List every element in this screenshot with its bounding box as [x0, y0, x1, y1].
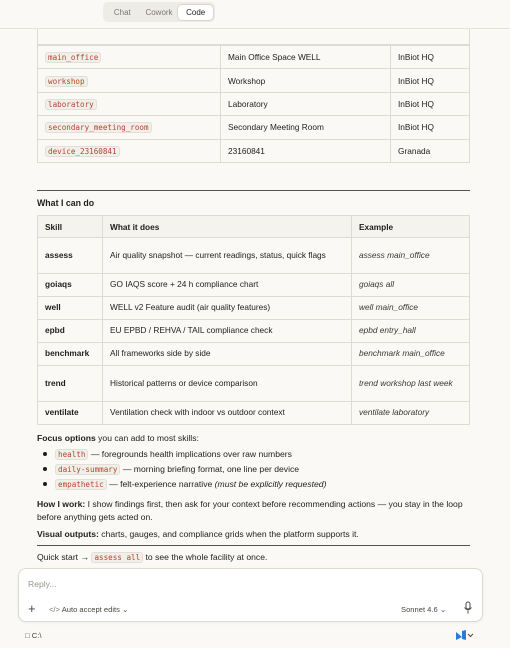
- device-name: Secondary Meeting Room: [221, 116, 391, 139]
- skill-example: trend workshop last week: [352, 366, 470, 402]
- device-id: workshop: [45, 76, 88, 87]
- device-name: Main Office Space WELL: [221, 46, 391, 69]
- skill-example: well main_office: [352, 297, 470, 320]
- chevron-down-icon: ⌄: [439, 605, 447, 614]
- column-header-example: Example: [352, 216, 470, 238]
- mode-switcher: [103, 2, 215, 22]
- divider: [37, 545, 470, 546]
- add-icon[interactable]: +: [28, 601, 36, 616]
- table-row: [38, 139, 470, 162]
- table-row: [38, 297, 470, 320]
- skill-description: All frameworks side by side: [103, 343, 352, 366]
- option-note: (must be explicitly requested): [214, 479, 327, 489]
- conversation-area[interactable]: [0, 28, 510, 568]
- skill-example: assess main_office: [352, 238, 470, 274]
- device-site: InBiot HQ: [391, 92, 470, 115]
- skill-description: Ventilation check with indoor vs outdoor context: [103, 402, 352, 425]
- auto-accept-dropdown[interactable]: [49, 605, 128, 614]
- option-text: — morning briefing format, one line per device: [120, 464, 300, 474]
- list-item: [37, 477, 470, 492]
- how-i-work: [37, 498, 470, 523]
- skill-example: ventilate laboratory: [352, 402, 470, 425]
- visual-label: Visual outputs:: [37, 529, 99, 539]
- table-row: [38, 366, 470, 402]
- option-code: daily-summary: [55, 464, 120, 475]
- mode-tab-chat[interactable]: Chat: [113, 7, 131, 17]
- composer: [18, 568, 483, 622]
- table-row: [38, 238, 470, 274]
- skill-example: goiaqs all: [352, 274, 470, 297]
- path-label: C:\: [31, 631, 42, 640]
- table-row: [38, 92, 470, 115]
- quick-post: to see the whole facility at once.: [143, 552, 268, 562]
- table-row: [38, 46, 470, 69]
- working-directory[interactable]: [25, 631, 41, 640]
- how-label: How I work:: [37, 499, 86, 509]
- skill-name: goiaqs: [38, 274, 103, 297]
- divider: [37, 190, 470, 191]
- list-item: [37, 447, 470, 462]
- device-name: Laboratory: [221, 92, 391, 115]
- model-selector[interactable]: [401, 605, 446, 614]
- skill-name: ventilate: [38, 402, 103, 425]
- mode-tab-code[interactable]: Code: [178, 5, 213, 20]
- list-item: [37, 462, 470, 477]
- skill-description: EU EPBD / REHVA / TAIL compliance check: [103, 320, 352, 343]
- option-text: — felt-experience narrative: [106, 479, 215, 489]
- table-row: [38, 69, 470, 92]
- skill-description: WELL v2 Feature audit (air quality features): [103, 297, 352, 320]
- device-site: InBiot HQ: [391, 46, 470, 69]
- skill-description: Historical patterns or device comparison: [103, 366, 352, 402]
- quick-pre: Quick start →: [37, 552, 92, 562]
- bullet-icon: [43, 452, 47, 456]
- focus-options-list: [37, 447, 470, 492]
- device-name: Workshop: [221, 69, 391, 92]
- how-text: I show findings first, then ask for your context before recommending actions — you stay in the loop before anything gets acted on.: [37, 499, 463, 522]
- table-row: [38, 343, 470, 366]
- device-name: 23160841: [221, 139, 391, 162]
- table-row: [38, 320, 470, 343]
- folder-icon: □: [25, 631, 30, 640]
- skill-name: benchmark: [38, 343, 103, 366]
- device-table: [37, 45, 470, 163]
- auto-accept-label: Auto accept edits: [61, 605, 120, 614]
- skills-table: [37, 215, 470, 425]
- skill-example: benchmark main_office: [352, 343, 470, 366]
- device-site: Granada: [391, 139, 470, 162]
- chevron-down-icon: ⌄: [122, 605, 129, 614]
- table-row: [38, 274, 470, 297]
- quick-start: [37, 551, 470, 565]
- focus-intro: [37, 432, 470, 445]
- option-text: — foregrounds health implications over raw numbers: [88, 449, 292, 459]
- option-code: health: [55, 449, 88, 460]
- skill-example: epbd entry_hall: [352, 320, 470, 343]
- quick-code: assess all: [91, 552, 143, 563]
- skill-description: Air quality snapshot — current readings, status, quick flags: [103, 238, 352, 274]
- table-header-row: [38, 216, 470, 238]
- table-row: [38, 402, 470, 425]
- skill-name: well: [38, 297, 103, 320]
- vscode-icon[interactable]: [454, 629, 474, 641]
- bullet-icon: [43, 467, 47, 471]
- top-bar: [0, 0, 510, 28]
- device-id: device_23160841: [45, 146, 120, 157]
- column-header-what: What it does: [103, 216, 352, 238]
- bullet-icon: [43, 482, 47, 486]
- option-code: empathetic: [55, 479, 107, 490]
- device-site: InBiot HQ: [391, 116, 470, 139]
- device-id: main_office: [45, 52, 101, 63]
- code-icon: </>: [49, 605, 60, 614]
- visual-outputs: [37, 528, 470, 541]
- reply-input[interactable]: Reply...: [28, 579, 57, 589]
- focus-text: you can add to most skills:: [95, 433, 199, 443]
- section-title: What I can do: [37, 198, 95, 208]
- skill-name: epbd: [38, 320, 103, 343]
- device-id: laboratory: [45, 99, 97, 110]
- visual-text: charts, gauges, and compliance grids when the platform supports it.: [98, 529, 359, 539]
- clipped-table-row: [37, 28, 470, 45]
- focus-label: Focus options: [37, 433, 96, 443]
- skill-description: GO IAQS score + 24 h compliance chart: [103, 274, 352, 297]
- device-site: InBiot HQ: [391, 69, 470, 92]
- model-label: Sonnet 4.6: [401, 605, 438, 614]
- mode-tab-cowork[interactable]: Cowork: [145, 7, 173, 17]
- column-header-skill: Skill: [38, 216, 103, 238]
- skill-name: assess: [38, 238, 103, 274]
- device-id: secondary_meeting_room: [45, 122, 152, 133]
- table-row: [38, 116, 470, 139]
- skill-name: trend: [38, 366, 103, 402]
- microphone-icon[interactable]: [463, 601, 473, 615]
